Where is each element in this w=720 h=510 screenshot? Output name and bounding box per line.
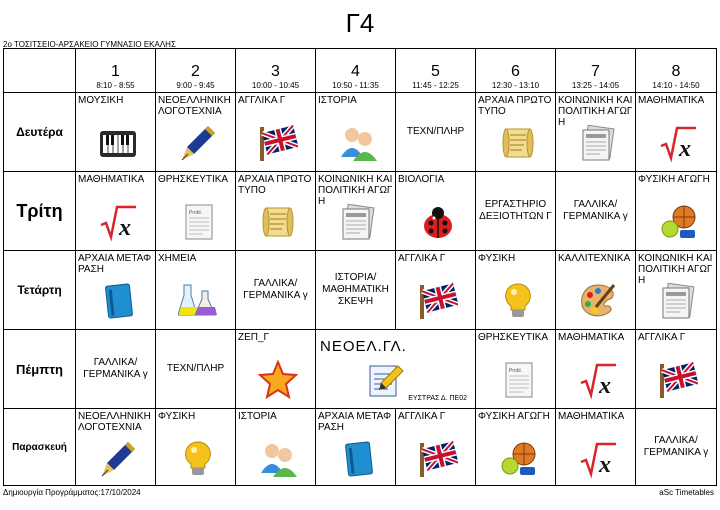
lesson-label: ΘΡΗΣΚΕΥΤΙΚΑ bbox=[158, 174, 229, 185]
lesson-label: ΙΣΤΟΡΙΑ/ ΜΑΘΗΜΑΤΙΚΗ ΣΚΕΨΗ bbox=[322, 272, 389, 307]
svg-text:x: x bbox=[119, 215, 131, 241]
period-time: 8:10 - 8:55 bbox=[96, 81, 135, 90]
notepad-icon bbox=[366, 360, 406, 398]
corner-cell bbox=[4, 49, 76, 93]
lesson-label: ΒΙΟΛΟΓΙΑ bbox=[398, 174, 445, 185]
lesson-cell[interactable] bbox=[156, 330, 236, 409]
lesson-cell[interactable] bbox=[236, 330, 316, 409]
lesson-cell[interactable] bbox=[316, 172, 396, 251]
scroll-icon bbox=[258, 202, 298, 240]
svg-text:x: x bbox=[599, 373, 611, 399]
lesson-label: ΜΑΘΗΜΑΤΙΚΑ bbox=[638, 95, 705, 106]
lesson-label: ΚΑΛΛΙΤΕΧΝΙΚΑ bbox=[558, 253, 631, 264]
pen-icon bbox=[98, 439, 138, 477]
sports-icon bbox=[498, 439, 538, 477]
timetable-grid bbox=[3, 48, 717, 486]
book-page-icon bbox=[178, 202, 218, 240]
lesson-label: ΓΑΛΛΙΚΑ/ ΓΕΡΜΑΝΙΚΑ γ bbox=[563, 199, 628, 222]
lesson-label: ΚΟΙΝΩΝΙΚΗ ΚΑΙ ΠΟΛΙΤΙΚΗ ΑΓΩΓΗ bbox=[558, 95, 633, 128]
sqrt-icon bbox=[658, 123, 698, 161]
lesson-label: ΙΣΤΟΡΙΑ bbox=[318, 95, 357, 106]
lesson-cell[interactable] bbox=[636, 409, 717, 486]
lesson-label: ΧΗΜΕΙΑ bbox=[158, 253, 197, 264]
day-name: Πέμπτη bbox=[16, 361, 63, 377]
period-time: 10:00 - 10:45 bbox=[251, 81, 300, 90]
pen-icon bbox=[178, 123, 218, 161]
lesson-cell[interactable] bbox=[76, 330, 156, 409]
period-header-8 bbox=[636, 49, 717, 93]
lesson-cell[interactable] bbox=[396, 409, 476, 486]
lesson-label: ΜΑΘΗΜΑΤΙΚΑ bbox=[558, 332, 625, 343]
ladybug-icon bbox=[418, 202, 458, 240]
lesson-label: ΖΕΠ_Γ bbox=[238, 332, 270, 343]
day-row bbox=[4, 172, 717, 251]
period-time: 9:00 - 9:45 bbox=[176, 81, 215, 90]
svg-text:Probl.: Probl. bbox=[189, 210, 203, 216]
lesson-cell[interactable] bbox=[636, 172, 717, 251]
lesson-cell[interactable] bbox=[316, 330, 476, 409]
scroll-icon bbox=[498, 123, 538, 161]
newspaper-icon bbox=[578, 123, 618, 161]
period-number: 8 bbox=[671, 63, 681, 80]
period-header-4 bbox=[316, 49, 396, 93]
day-name: Δευτέρα bbox=[16, 125, 63, 139]
day-row bbox=[4, 93, 717, 172]
period-number: 1 bbox=[111, 63, 120, 80]
piano-icon bbox=[98, 123, 138, 161]
lesson-cell[interactable] bbox=[396, 251, 476, 330]
day-row bbox=[4, 409, 717, 486]
lesson-label: ΤΕΧΝ/ΠΛΗΡ bbox=[166, 363, 225, 374]
sqrt-icon bbox=[98, 202, 138, 240]
period-header-6 bbox=[476, 49, 556, 93]
bulb-icon bbox=[178, 439, 218, 477]
lesson-cell[interactable] bbox=[156, 93, 236, 172]
lesson-label: ΓΑΛΛΙΚΑ/ ΓΕΡΜΑΝΙΚΑ γ bbox=[243, 278, 308, 301]
lesson-cell[interactable] bbox=[76, 251, 156, 330]
day-name: Τρίτη bbox=[16, 200, 63, 221]
lesson-cell[interactable] bbox=[156, 251, 236, 330]
lesson-cell[interactable] bbox=[316, 409, 396, 486]
lesson-label: ΑΓΓΛΙΚΑ Γ bbox=[398, 411, 446, 422]
period-number: 3 bbox=[271, 63, 280, 80]
svg-text:x: x bbox=[679, 136, 691, 162]
period-time: 11:45 - 12:25 bbox=[412, 81, 459, 90]
sqrt-icon bbox=[578, 439, 618, 477]
lesson-label: ΜΑΘΗΜΑΤΙΚΑ bbox=[78, 174, 145, 185]
lesson-label: ΝΕΟΕΛΛΗΝΙΚΗ ΛΟΓΟΤΕΧΝΙΑ bbox=[78, 411, 151, 433]
sqrt-icon bbox=[578, 360, 618, 398]
uk-flag-icon bbox=[418, 439, 458, 477]
lesson-label: ΑΓΓΛΙΚΑ Γ bbox=[238, 95, 286, 106]
lesson-label: ΦΥΣΙΚΗ ΑΓΩΓΗ bbox=[478, 411, 550, 422]
lesson-cell[interactable] bbox=[636, 93, 717, 172]
lesson-cell[interactable] bbox=[476, 93, 556, 172]
lesson-cell[interactable] bbox=[156, 409, 236, 486]
lesson-cell[interactable] bbox=[476, 172, 556, 251]
lesson-cell[interactable] bbox=[236, 251, 316, 330]
lesson-label: ΑΡΧΑΙΑ ΠΡΩΤΟΤΥΠΟ bbox=[238, 174, 312, 196]
lesson-cell[interactable] bbox=[316, 251, 396, 330]
lesson-title: ΝΕΟΕΛ.ΓΛ. bbox=[320, 338, 407, 355]
star-icon bbox=[258, 360, 298, 398]
lesson-label: ΑΓΓΛΙΚΑ Γ bbox=[638, 332, 686, 343]
period-header-7 bbox=[556, 49, 636, 93]
period-number: 2 bbox=[191, 63, 200, 80]
lesson-label: ΑΡΧΑΙΑ ΜΕΤΑΦΡΑΣΗ bbox=[318, 411, 392, 433]
lesson-label: ΑΓΓΛΙΚΑ Γ bbox=[398, 253, 446, 264]
lesson-label: ΙΣΤΟΡΙΑ bbox=[238, 411, 277, 422]
lesson-cell[interactable] bbox=[476, 251, 556, 330]
lesson-label: ΦΥΣΙΚΗ bbox=[478, 253, 516, 264]
lesson-cell[interactable] bbox=[76, 409, 156, 486]
day-label bbox=[4, 93, 76, 172]
period-time: 14:10 - 14:50 bbox=[652, 81, 700, 90]
chemistry-icon bbox=[178, 281, 218, 319]
lesson-label: ΦΥΣΙΚΗ bbox=[158, 411, 196, 422]
newspaper-icon bbox=[338, 202, 378, 240]
lesson-label: ΕΡΓΑΣΤΗΡΙΟ ΔΕΞΙΟΤΗΤΩΝ Γ bbox=[479, 199, 552, 222]
uk-flag-icon bbox=[258, 123, 298, 161]
day-name: Τετάρτη bbox=[17, 283, 62, 297]
period-header-5 bbox=[396, 49, 476, 93]
lesson-cell[interactable] bbox=[396, 172, 476, 251]
people-icon bbox=[258, 439, 298, 477]
lesson-cell[interactable] bbox=[556, 93, 636, 172]
lesson-cell[interactable] bbox=[236, 409, 316, 486]
lesson-label: ΚΟΙΝΩΝΙΚΗ ΚΑΙ ΠΟΛΙΤΙΚΗ ΑΓΩΓΗ bbox=[638, 253, 713, 286]
lesson-label: ΓΑΛΛΙΚΑ/ ΓΕΡΜΑΝΙΚΑ γ bbox=[643, 435, 709, 458]
lesson-cell[interactable] bbox=[556, 251, 636, 330]
svg-text:x: x bbox=[599, 452, 611, 478]
school-name: 2ο ΤΟΣΙΤΣΕΙΟ-ΑΡΣΑΚΕΙΟ ΓΥΜΝΑΣΙΟ ΕΚΑΛΗΣ bbox=[3, 40, 176, 49]
lesson-cell[interactable] bbox=[636, 251, 717, 330]
created-date: Δημιουργία Προγράμματος:17/10/2024 bbox=[3, 488, 141, 497]
lesson-label: ΜΟΥΣΙΚΗ bbox=[78, 95, 124, 106]
period-number: 7 bbox=[591, 63, 600, 80]
day-name: Παρασκευή bbox=[12, 441, 67, 453]
period-header-1 bbox=[76, 49, 156, 93]
page-title: Γ4 bbox=[345, 8, 375, 38]
lesson-cell[interactable] bbox=[76, 172, 156, 251]
period-header-2 bbox=[156, 49, 236, 93]
lesson-label: ΑΡΧΑΙΑ ΜΕΤΑΦΡΑΣΗ bbox=[78, 253, 152, 275]
lesson-label: ΦΥΣΙΚΗ ΑΓΩΓΗ bbox=[638, 174, 710, 185]
lesson-cell[interactable] bbox=[396, 93, 476, 172]
period-number: 4 bbox=[351, 63, 360, 80]
lesson-cell[interactable] bbox=[556, 409, 636, 486]
book-icon bbox=[98, 281, 138, 319]
bulb-icon bbox=[498, 281, 538, 319]
lesson-label: ΤΕΧΝ/ΠΛΗΡ bbox=[406, 126, 465, 137]
lesson-label: ΝΕΟΕΛΛΗΝΙΚΗ ΛΟΓΟΤΕΧΝΙΑ bbox=[158, 95, 231, 117]
palette-icon bbox=[578, 281, 618, 319]
lesson-label: ΓΑΛΛΙΚΑ/ ΓΕΡΜΑΝΙΚΑ γ bbox=[83, 357, 148, 380]
lesson-cell[interactable] bbox=[636, 330, 717, 409]
lesson-cell[interactable] bbox=[556, 330, 636, 409]
lesson-label: ΑΡΧΑΙΑ ΠΡΩΤΟΤΥΠΟ bbox=[478, 95, 552, 117]
lesson-cell[interactable] bbox=[476, 409, 556, 486]
people-icon bbox=[338, 123, 378, 161]
day-label bbox=[4, 330, 76, 409]
book-icon bbox=[338, 439, 378, 477]
lesson-cell[interactable] bbox=[316, 93, 396, 172]
svg-text:Probl.: Probl. bbox=[509, 368, 523, 374]
uk-flag-icon bbox=[418, 281, 458, 319]
period-number: 6 bbox=[511, 63, 520, 80]
day-label bbox=[4, 251, 76, 330]
lesson-cell[interactable] bbox=[476, 330, 556, 409]
book-page-icon bbox=[498, 360, 538, 398]
lesson-cell[interactable] bbox=[156, 172, 236, 251]
software-credit: aSc Timetables bbox=[659, 488, 714, 497]
sports-icon bbox=[658, 202, 698, 240]
period-time: 12:30 - 13:10 bbox=[491, 81, 540, 90]
uk-flag-icon bbox=[658, 360, 698, 398]
period-number: 5 bbox=[431, 63, 440, 80]
day-label bbox=[4, 172, 76, 251]
lesson-cell[interactable] bbox=[236, 93, 316, 172]
period-time: 10:50 - 11:35 bbox=[332, 81, 379, 90]
lesson-label: ΜΑΘΗΜΑΤΙΚΑ bbox=[558, 411, 625, 422]
lesson-cell[interactable] bbox=[236, 172, 316, 251]
period-time: 13:25 - 14:05 bbox=[571, 81, 620, 90]
teacher-name: ΕΥΣΤΡΑΣ Δ. ΠΕ02 bbox=[408, 395, 467, 402]
period-header-3 bbox=[236, 49, 316, 93]
day-row bbox=[4, 251, 717, 330]
lesson-label: ΘΡΗΣΚΕΥΤΙΚΑ bbox=[478, 332, 549, 343]
lesson-cell[interactable] bbox=[556, 172, 636, 251]
lesson-cell[interactable] bbox=[76, 93, 156, 172]
newspaper-icon bbox=[658, 281, 698, 319]
lesson-label: ΚΟΙΝΩΝΙΚΗ ΚΑΙ ΠΟΛΙΤΙΚΗ ΑΓΩΓΗ bbox=[318, 174, 393, 207]
day-label bbox=[4, 409, 76, 486]
day-row bbox=[4, 330, 717, 409]
